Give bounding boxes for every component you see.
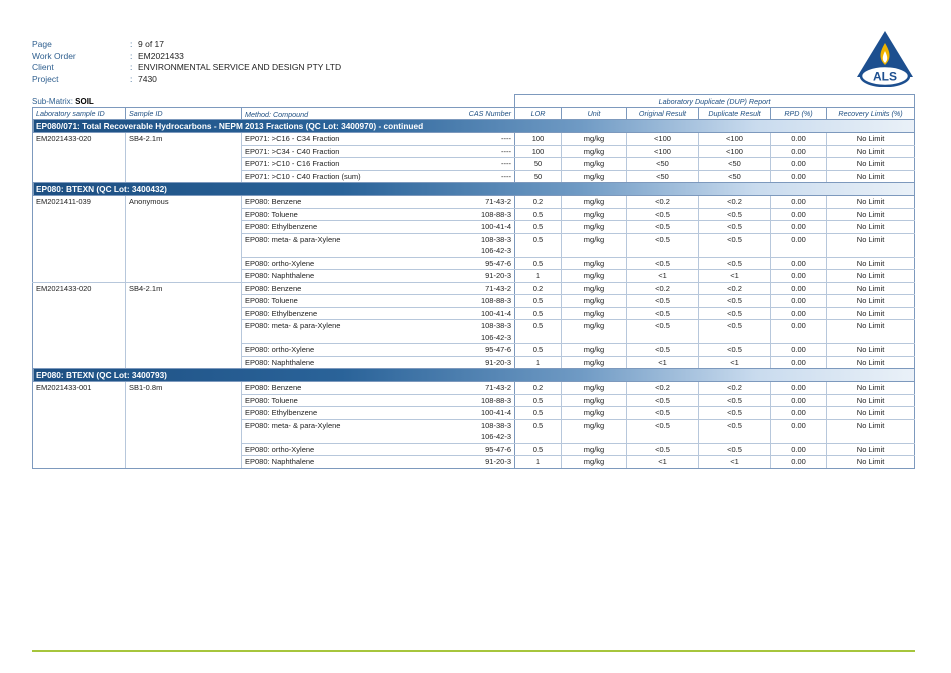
method-compound: EP080: Ethylbenzene bbox=[242, 407, 428, 420]
table-row bbox=[33, 382, 915, 395]
method-compound: EP080: ortho-Xylene bbox=[242, 344, 428, 357]
lor-value: 100 bbox=[515, 133, 562, 146]
unit-value: mg/kg bbox=[562, 208, 627, 221]
rpd-value: 0.00 bbox=[771, 443, 827, 456]
cas-number: 108-38-3 bbox=[428, 233, 515, 245]
duplicate-report-table bbox=[32, 94, 915, 469]
rpd-value: 0.00 bbox=[771, 145, 827, 158]
lab-sample-id: EM2021433-001 bbox=[33, 382, 126, 469]
dup-value: <0.2 bbox=[699, 282, 771, 295]
unit-value: mg/kg bbox=[562, 456, 627, 469]
cas-number: 95-47-6 bbox=[428, 443, 515, 456]
dup-value: <0.5 bbox=[699, 320, 771, 344]
dup-value: <0.5 bbox=[699, 221, 771, 234]
cas-number: 91-20-3 bbox=[428, 356, 515, 369]
orig-value: <0.5 bbox=[627, 257, 699, 270]
method-compound: EP080: Toluene bbox=[242, 208, 428, 221]
header-row-client: Client : ENVIRONMENTAL SERVICE AND DESIGN PTY LTD bbox=[32, 62, 342, 73]
method-compound: EP071: >C10 - C16 Fraction bbox=[242, 158, 428, 171]
rpd-value: 0.00 bbox=[771, 233, 827, 257]
method-compound: EP080: Ethylbenzene bbox=[242, 307, 428, 320]
method-compound: EP071: >C10 - C40 Fraction (sum) bbox=[242, 170, 428, 183]
orig-value: <50 bbox=[627, 170, 699, 183]
method-compound: EP080: meta- & para-Xylene bbox=[242, 419, 428, 443]
limit-value: No Limit bbox=[827, 282, 915, 295]
limit-value: No Limit bbox=[827, 233, 915, 257]
unit-value: mg/kg bbox=[562, 394, 627, 407]
cas-number: ---- bbox=[428, 158, 515, 171]
lor-value: 0.5 bbox=[515, 443, 562, 456]
rpd-value: 0.00 bbox=[771, 382, 827, 395]
limit-value: No Limit bbox=[827, 145, 915, 158]
cas-number: 100-41-4 bbox=[428, 407, 515, 420]
lab-sample-id: EM2021433-020 bbox=[33, 133, 126, 183]
rpd-value: 0.00 bbox=[771, 270, 827, 283]
rpd-value: 0.00 bbox=[771, 295, 827, 308]
unit-value: mg/kg bbox=[562, 307, 627, 320]
method-compound: EP080: Toluene bbox=[242, 394, 428, 407]
unit-value: mg/kg bbox=[562, 270, 627, 283]
header-row-page: Page : 9 of 17 bbox=[32, 39, 164, 49]
rpd-value: 0.00 bbox=[771, 208, 827, 221]
method-compound: EP080: Toluene bbox=[242, 295, 428, 308]
method-compound: EP071: >C34 - C40 Fraction bbox=[242, 145, 428, 158]
limit-value: No Limit bbox=[827, 419, 915, 443]
orig-value: <0.5 bbox=[627, 320, 699, 344]
limit-value: No Limit bbox=[827, 257, 915, 270]
lor-value: 50 bbox=[515, 170, 562, 183]
limit-value: No Limit bbox=[827, 307, 915, 320]
rpd-value: 0.00 bbox=[771, 407, 827, 420]
cas-number-secondary: 106-42-3 bbox=[428, 431, 515, 443]
lab-sample-id: EM2021411-039 bbox=[33, 196, 126, 283]
page-value: 9 of 17 bbox=[138, 39, 164, 49]
lor-value: 0.2 bbox=[515, 282, 562, 295]
dup-value: <100 bbox=[699, 145, 771, 158]
cas-number: 91-20-3 bbox=[428, 270, 515, 283]
lor-value: 0.5 bbox=[515, 320, 562, 344]
lor-value: 1 bbox=[515, 270, 562, 283]
cas-number-secondary: 106-42-3 bbox=[428, 332, 515, 344]
orig-value: <1 bbox=[627, 456, 699, 469]
project-value: 7430 bbox=[138, 73, 157, 84]
method-compound: EP080: ortho-Xylene bbox=[242, 257, 428, 270]
orig-value: <0.5 bbox=[627, 233, 699, 257]
cas-number: 95-47-6 bbox=[428, 344, 515, 357]
dup-value: <0.5 bbox=[699, 307, 771, 320]
cas-number: 108-38-3 bbox=[428, 320, 515, 332]
column-headers bbox=[33, 108, 915, 120]
dup-value: <0.5 bbox=[699, 208, 771, 221]
cas-number-secondary: 106-42-3 bbox=[428, 245, 515, 257]
method-compound: EP071: >C16 - C34 Fraction bbox=[242, 133, 428, 146]
dup-value: <0.2 bbox=[699, 196, 771, 209]
unit-value: mg/kg bbox=[562, 133, 627, 146]
limit-value: No Limit bbox=[827, 196, 915, 209]
rpd-value: 0.00 bbox=[771, 344, 827, 357]
report-header bbox=[32, 39, 341, 85]
unit-value: mg/kg bbox=[562, 443, 627, 456]
dup-report-title: Laboratory Duplicate (DUP) Report bbox=[515, 95, 915, 108]
orig-value: <0.5 bbox=[627, 221, 699, 234]
client-value: ENVIRONMENTAL SERVICE AND DESIGN PTY LTD bbox=[138, 62, 342, 73]
dup-value: <0.5 bbox=[699, 257, 771, 270]
limit-value: No Limit bbox=[827, 221, 915, 234]
cas-number: 71-43-2 bbox=[428, 282, 515, 295]
lor-value: 0.5 bbox=[515, 307, 562, 320]
sample-id: SB4-2.1m bbox=[126, 282, 242, 369]
orig-value: <0.5 bbox=[627, 443, 699, 456]
unit-value: mg/kg bbox=[562, 320, 627, 344]
limit-value: No Limit bbox=[827, 394, 915, 407]
col-duplicate-result: Duplicate Result bbox=[699, 108, 771, 120]
section-title: EP080/071: Total Recoverable Hydrocarbons - NEPM 2013 Fractions (QC Lot: 3400970) - continued bbox=[33, 120, 915, 133]
orig-value: <0.2 bbox=[627, 282, 699, 295]
rpd-value: 0.00 bbox=[771, 456, 827, 469]
dup-value: <50 bbox=[699, 158, 771, 171]
orig-value: <0.5 bbox=[627, 419, 699, 443]
header-row-project: Project : 7430 bbox=[32, 73, 157, 84]
sample-id: Anonymous bbox=[126, 196, 242, 283]
lor-value: 0.5 bbox=[515, 257, 562, 270]
orig-value: <0.5 bbox=[627, 307, 699, 320]
method-compound: EP080: meta- & para-Xylene bbox=[242, 233, 428, 257]
cas-number: ---- bbox=[428, 145, 515, 158]
header-row-work-order: Work Order : EM2021433 bbox=[32, 50, 184, 61]
lor-value: 1 bbox=[515, 456, 562, 469]
unit-value: mg/kg bbox=[562, 196, 627, 209]
cas-number: ---- bbox=[428, 133, 515, 146]
limit-value: No Limit bbox=[827, 320, 915, 344]
lor-value: 0.5 bbox=[515, 394, 562, 407]
table-row bbox=[33, 196, 915, 209]
dup-value: <0.5 bbox=[699, 407, 771, 420]
dup-value: <1 bbox=[699, 456, 771, 469]
col-sample-id: Sample ID bbox=[126, 108, 242, 120]
col-recovery-limits: Recovery Limits (%) bbox=[827, 108, 915, 120]
limit-value: No Limit bbox=[827, 208, 915, 221]
dup-value: <0.5 bbox=[699, 344, 771, 357]
lor-value: 0.2 bbox=[515, 382, 562, 395]
section-title: EP080: BTEXN (QC Lot: 3400793) bbox=[33, 369, 915, 382]
dup-value: <1 bbox=[699, 270, 771, 283]
rpd-value: 0.00 bbox=[771, 170, 827, 183]
rpd-value: 0.00 bbox=[771, 221, 827, 234]
page-label: Page bbox=[32, 39, 52, 49]
unit-value: mg/kg bbox=[562, 282, 627, 295]
section-title: EP080: BTEXN (QC Lot: 3400432) bbox=[33, 183, 915, 196]
cas-number: 108-88-3 bbox=[428, 208, 515, 221]
limit-value: No Limit bbox=[827, 356, 915, 369]
lor-value: 100 bbox=[515, 145, 562, 158]
col-original-result: Original Result bbox=[627, 108, 699, 120]
orig-value: <0.5 bbox=[627, 295, 699, 308]
section-header bbox=[33, 369, 915, 382]
sub-matrix: Sub-Matrix: SOIL bbox=[32, 97, 94, 106]
work-order-value: EM2021433 bbox=[138, 50, 184, 61]
unit-value: mg/kg bbox=[562, 295, 627, 308]
lor-value: 0.5 bbox=[515, 233, 562, 257]
dup-value: <0.5 bbox=[699, 443, 771, 456]
lor-value: 0.5 bbox=[515, 221, 562, 234]
lor-value: 1 bbox=[515, 356, 562, 369]
table-body bbox=[33, 120, 915, 469]
col-unit: Unit bbox=[562, 108, 627, 120]
orig-value: <0.5 bbox=[627, 394, 699, 407]
unit-value: mg/kg bbox=[562, 233, 627, 257]
unit-value: mg/kg bbox=[562, 419, 627, 443]
method-compound: EP080: ortho-Xylene bbox=[242, 443, 428, 456]
cas-number: 108-88-3 bbox=[428, 394, 515, 407]
table-row bbox=[33, 282, 915, 295]
cas-number: 71-43-2 bbox=[428, 196, 515, 209]
col-rpd: RPD (%) bbox=[771, 108, 827, 120]
col-lab-id: Laboratory sample ID bbox=[33, 108, 126, 120]
rpd-value: 0.00 bbox=[771, 282, 827, 295]
unit-value: mg/kg bbox=[562, 382, 627, 395]
rpd-value: 0.00 bbox=[771, 307, 827, 320]
client-label: Client bbox=[32, 62, 54, 73]
col-method: Method: Compound bbox=[242, 108, 428, 120]
orig-value: <0.2 bbox=[627, 196, 699, 209]
method-compound: EP080: Naphthalene bbox=[242, 356, 428, 369]
dup-value: <0.5 bbox=[699, 419, 771, 443]
sample-id: SB1-0.8m bbox=[126, 382, 242, 469]
method-compound: EP080: Benzene bbox=[242, 282, 428, 295]
cas-number: 108-38-3 bbox=[428, 419, 515, 431]
unit-value: mg/kg bbox=[562, 356, 627, 369]
rpd-value: 0.00 bbox=[771, 419, 827, 443]
unit-value: mg/kg bbox=[562, 344, 627, 357]
sub-matrix-label: Sub-Matrix bbox=[32, 97, 71, 106]
unit-value: mg/kg bbox=[562, 145, 627, 158]
unit-value: mg/kg bbox=[562, 158, 627, 171]
cas-number: 91-20-3 bbox=[428, 456, 515, 469]
section-header bbox=[33, 120, 915, 133]
table-row bbox=[33, 133, 915, 146]
als-logo bbox=[855, 29, 915, 87]
limit-value: No Limit bbox=[827, 382, 915, 395]
orig-value: <50 bbox=[627, 158, 699, 171]
limit-value: No Limit bbox=[827, 295, 915, 308]
rpd-value: 0.00 bbox=[771, 394, 827, 407]
orig-value: <1 bbox=[627, 270, 699, 283]
rpd-value: 0.00 bbox=[771, 158, 827, 171]
project-label: Project bbox=[32, 73, 59, 84]
orig-value: <100 bbox=[627, 145, 699, 158]
lor-value: 0.5 bbox=[515, 344, 562, 357]
rpd-value: 0.00 bbox=[771, 196, 827, 209]
col-lor: LOR bbox=[515, 108, 562, 120]
limit-value: No Limit bbox=[827, 133, 915, 146]
sample-id: SB4-2.1m bbox=[126, 133, 242, 183]
lor-value: 0.5 bbox=[515, 419, 562, 443]
section-header bbox=[33, 183, 915, 196]
dup-value: <100 bbox=[699, 133, 771, 146]
limit-value: No Limit bbox=[827, 170, 915, 183]
logo-text: ALS bbox=[873, 69, 897, 84]
rpd-value: 0.00 bbox=[771, 356, 827, 369]
dup-value: <0.2 bbox=[699, 382, 771, 395]
lor-value: 0.5 bbox=[515, 208, 562, 221]
cas-number: 95-47-6 bbox=[428, 257, 515, 270]
orig-value: <1 bbox=[627, 356, 699, 369]
orig-value: <0.2 bbox=[627, 382, 699, 395]
limit-value: No Limit bbox=[827, 407, 915, 420]
dup-value: <50 bbox=[699, 170, 771, 183]
dup-value: <1 bbox=[699, 356, 771, 369]
unit-value: mg/kg bbox=[562, 407, 627, 420]
lor-value: 0.5 bbox=[515, 295, 562, 308]
method-compound: EP080: Ethylbenzene bbox=[242, 221, 428, 234]
orig-value: <0.5 bbox=[627, 407, 699, 420]
lor-value: 0.5 bbox=[515, 407, 562, 420]
cas-number: ---- bbox=[428, 170, 515, 183]
method-compound: EP080: Naphthalene bbox=[242, 456, 428, 469]
rpd-value: 0.00 bbox=[771, 257, 827, 270]
limit-value: No Limit bbox=[827, 344, 915, 357]
orig-value: <0.5 bbox=[627, 208, 699, 221]
work-order-label: Work Order bbox=[32, 50, 76, 61]
method-compound: EP080: meta- & para-Xylene bbox=[242, 320, 428, 344]
col-cas: CAS Number bbox=[428, 108, 515, 120]
method-compound: EP080: Benzene bbox=[242, 196, 428, 209]
limit-value: No Limit bbox=[827, 456, 915, 469]
limit-value: No Limit bbox=[827, 443, 915, 456]
unit-value: mg/kg bbox=[562, 221, 627, 234]
dup-value: <0.5 bbox=[699, 394, 771, 407]
cas-number: 71-43-2 bbox=[428, 382, 515, 395]
sub-matrix-value: SOIL bbox=[75, 97, 94, 106]
cas-number: 100-41-4 bbox=[428, 221, 515, 234]
dup-value: <0.5 bbox=[699, 295, 771, 308]
limit-value: No Limit bbox=[827, 270, 915, 283]
limit-value: No Limit bbox=[827, 158, 915, 171]
lor-value: 0.2 bbox=[515, 196, 562, 209]
cas-number: 108-88-3 bbox=[428, 295, 515, 308]
rpd-value: 0.00 bbox=[771, 320, 827, 344]
rpd-value: 0.00 bbox=[771, 133, 827, 146]
lab-sample-id: EM2021433-020 bbox=[33, 282, 126, 369]
method-compound: EP080: Naphthalene bbox=[242, 270, 428, 283]
lor-value: 50 bbox=[515, 158, 562, 171]
method-compound: EP080: Benzene bbox=[242, 382, 428, 395]
footer-divider bbox=[32, 650, 915, 652]
unit-value: mg/kg bbox=[562, 257, 627, 270]
cas-number: 100-41-4 bbox=[428, 307, 515, 320]
unit-value: mg/kg bbox=[562, 170, 627, 183]
orig-value: <100 bbox=[627, 133, 699, 146]
dup-value: <0.5 bbox=[699, 233, 771, 257]
orig-value: <0.5 bbox=[627, 344, 699, 357]
